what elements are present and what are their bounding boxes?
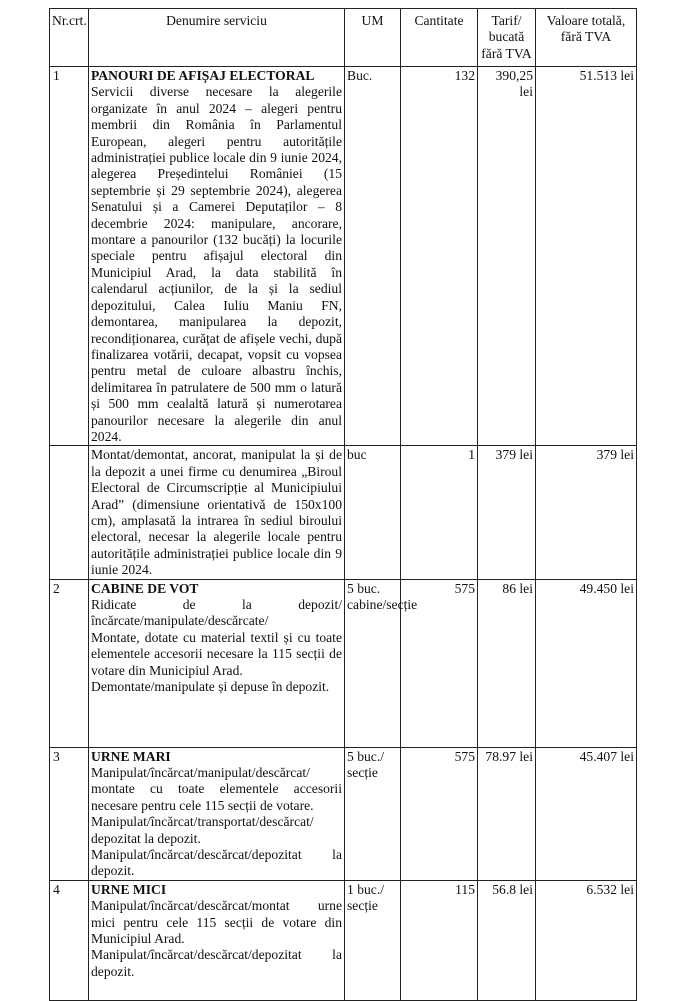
row-description: [89, 579, 345, 747]
row-um: 1 buc./ secție: [345, 880, 401, 1000]
row-tarif: 78.97 lei: [478, 747, 536, 880]
row-nr: [50, 446, 89, 579]
header-nr: Nr.crt.: [50, 9, 89, 67]
service-text: Montate, dotate cu material textil și cu toate elementele accesorii necesare la 115 secții de votare din Municipiul Arad.: [91, 629, 342, 678]
service-title: URNE MICI: [91, 881, 167, 897]
service-title: PANOURI DE AFIȘAJ ELECTORAL: [91, 68, 315, 83]
row-cantitate: 115: [401, 880, 478, 1000]
table-row: [50, 880, 637, 1000]
table-row: [50, 67, 637, 446]
row-um: Buc.: [345, 67, 401, 446]
header-tarif: Tarif/ bucată fără TVA: [478, 9, 536, 67]
row-um: 5 buc. cabine/secție: [345, 579, 401, 747]
row-um: buc: [345, 446, 401, 579]
row-tarif: 379 lei: [478, 446, 536, 579]
row-tarif: 86 lei: [478, 579, 536, 747]
service-text: Manipulat/încărcat/manipulat/descărcat/ montate cu toate elementele accesorii necesare pentru cele 115 secții de votare.: [91, 765, 342, 813]
service-title: URNE MARI: [91, 748, 171, 764]
service-text: Demontate/manipulate și depuse în depozit.: [91, 679, 330, 695]
service-text: Servicii diverse necesare la alegerile organizate în anul 2024 – alegeri pentru membrii din România în Parlamentul European, alegeri pentru autoritățile administrației publice locale din 9 iunie 2024, alegerea Președintelui României (15 septembrie și 29 septembrie 2024), alegerea Senatului și a Camerei Deputaților – 8 decembrie 2024: manipulare, ancorare, montare a panourilor (132 bucăți) la locurile speciale pentru afișajul electoral din Municipiul Arad, la data stabilită în calendarul acțiunilor, de la și la sediul depozitului, Calea Iuliu Maniu FN, demontarea, manipularea la depozit, recondiționarea, curățat de afișele vechi, după finalizarea votării, decapat, vopsit cu vopsea pentru metal de culoare albastru închis, delimitarea în patrulatere de 500 mm o latură și 500 mm cealaltă latură și numerotarea panourilor necesare la alegerile din anul 2024.: [91, 84, 342, 444]
row-um: 5 buc./ secție: [345, 747, 401, 880]
row-cantitate: 1: [401, 446, 478, 579]
service-text: Montat/demontat, ancorat, manipulat la și de la depozit a unei firme cu denumirea „Biroul Electoral de Circumscripție al Municipiului Arad” (dimensiune orientativă de 150x100 cm), amplasată la intrarea în sediul biroului electoral, necesar la alegerile locale pentru autoritățile administrației publice locale din 9 iunie 2024.: [91, 447, 342, 578]
service-text: Manipulat/încărcat/descărcat/montat urne mici pentru cele 115 secții de votare din Municipiul Arad.: [91, 898, 342, 947]
service-text: Manipulat/încărcat/descărcat/depozitat la depozit.: [91, 847, 342, 879]
row-nr: 4: [50, 880, 89, 1000]
service-text: Ridicate de la depozit/ încărcate/manipulate/descărcate/: [91, 597, 342, 629]
row-valoare: 49.450 lei: [536, 579, 637, 747]
row-description: [89, 747, 345, 880]
service-text: Manipulat/încărcat/descărcat/depozitat la depozit.: [91, 947, 342, 979]
row-valoare: 45.407 lei: [536, 747, 637, 880]
row-nr: 3: [50, 747, 89, 880]
row-valoare: 379 lei: [536, 446, 637, 579]
row-tarif: 390,25 lei: [478, 67, 536, 446]
row-description: [89, 67, 345, 446]
header-valoare: Valoare totală, fără TVA: [536, 9, 637, 67]
service-text: Manipulat/încărcat/transportat/descărcat/ depozitat la depozit.: [91, 814, 314, 846]
row-cantitate: 575: [401, 747, 478, 880]
row-description: [89, 880, 345, 1000]
header-denumire: Denumire serviciu: [89, 9, 345, 67]
header-cantitate: Cantitate: [401, 9, 478, 67]
service-title: CABINE DE VOT: [91, 580, 199, 596]
row-cantitate: 575: [401, 579, 478, 747]
row-nr: 2: [50, 579, 89, 747]
table-row: [50, 446, 637, 579]
row-valoare: 51.513 lei: [536, 67, 637, 446]
row-valoare: 6.532 lei: [536, 880, 637, 1000]
table-row: [50, 579, 637, 747]
row-description: [89, 446, 345, 579]
header-row: [50, 9, 637, 67]
services-table: [49, 8, 637, 1001]
row-cantitate: 132: [401, 67, 478, 446]
header-um: UM: [345, 9, 401, 67]
table-row: [50, 747, 637, 880]
row-nr: 1: [50, 67, 89, 446]
row-tarif: 56.8 lei: [478, 880, 536, 1000]
